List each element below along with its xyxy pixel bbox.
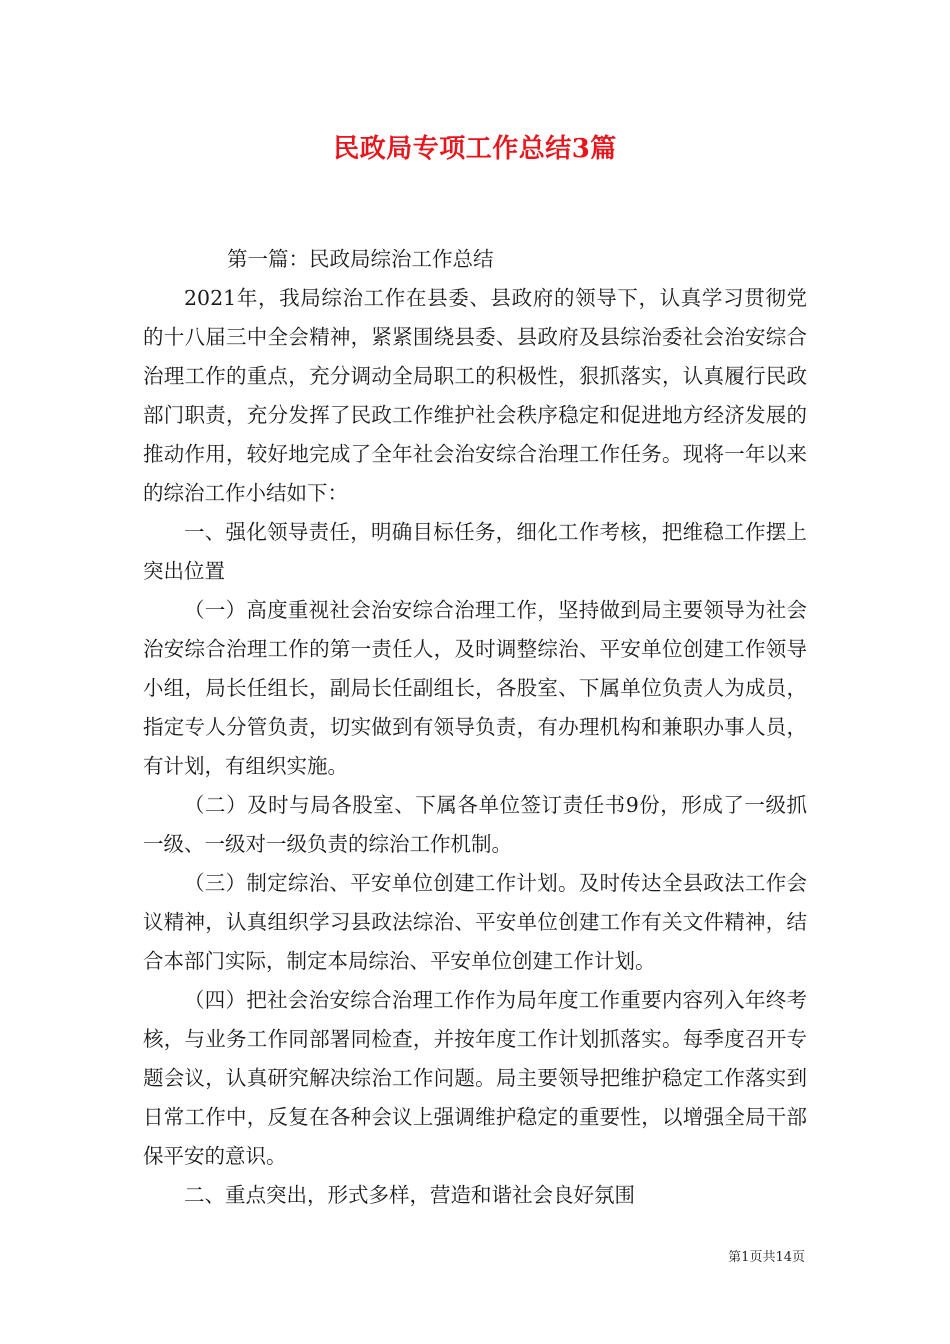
paragraph-item-1: （一）高度重视社会治安综合治理工作，坚持做到局主要领导为社会治安综合治理工作的第一责任人，及时调整综治、平安单位创建工作领导小组，局长任组长，副局长任副组长，各股室、下属单位负责人为成员，指定专人分管负责，切实做到有领导负责，有办理机构和兼职办事人员，有计划，有组织实施。 (143, 598, 807, 778)
paragraph-item-4: （四）把社会治安综合治理工作作为局年度工作重要内容列入年终考核，与业务工作同部署同检查，并按年度工作计划抓落实。每季度召开专题会议，认真研究解决综治工作问题。局主要领导把维护稳定工作落实到日常工作中，反复在各种会议上强调维护稳定的重要性，以增强全局干部保平安的意识。 (143, 988, 807, 1168)
paragraph-intro: 2021年，我局综治工作在县委、县政府的领导下，认真学习贯彻党的十八届三中全会精神，紧紧围绕县委、县政府及县综治委社会治安综合治理工作的重点，充分调动全局职工的积极性，狠抓落实，认真履行民政部门职责，充分发挥了民政工作维护社会秩序稳定和促进地方经济发展的推动作用，较好地完成了全年社会治安综合治理工作任务。现将一年以来的综治工作小结如下： (143, 286, 807, 505)
paragraph-item-2: （二）及时与局各股室、下属各单位签订责任书9份，形成了一级抓一级、一级对一级负责的综治工作机制。 (143, 793, 807, 856)
page-number: 第1页共14页 (728, 1250, 805, 1265)
section-heading: 第一篇：民政局综治工作总结 (227, 247, 494, 271)
paragraph-heading-2: 二、重点突出，形式多样，营造和谐社会良好氛围 (184, 1183, 635, 1207)
document-body (143, 240, 807, 1215)
page-title: 民政局专项工作总结3篇 (333, 134, 617, 164)
paragraph-heading-1: 一、强化领导责任，明确目标任务，细化工作考核，把维稳工作摆上突出位置 (143, 520, 807, 583)
paragraph-item-3: （三）制定综治、平安单位创建工作计划。及时传达全县政法工作会议精神，认真组织学习县政法综治、平安单位创建工作有关文件精神，结合本部门实际，制定本局综治、平安单位创建工作计划。 (143, 871, 807, 973)
